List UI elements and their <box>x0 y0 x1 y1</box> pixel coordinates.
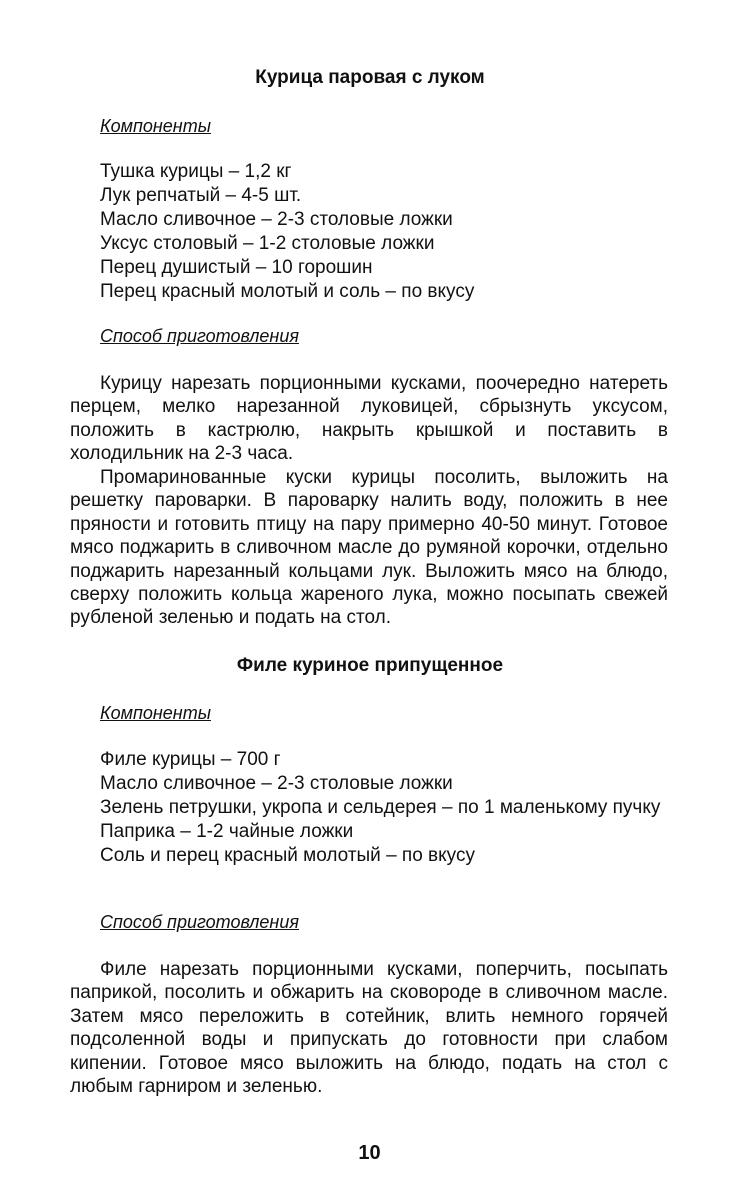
components-heading: Компоненты <box>100 703 211 723</box>
ingredient-item: Лук репчатый – 4-5 шт. <box>100 185 302 206</box>
recipe-title: Филе куриное припущенное <box>236 655 504 676</box>
ingredient-item: Паприка – 1-2 чайные ложки <box>100 821 354 842</box>
method-heading: Способ приготовления <box>100 912 299 932</box>
method-paragraph: Курицу нарезать порционными кусками, поочередно натереть перцем, мелко нарезанной луковицей, сбрызнуть уксусом, положить в кастрюлю, накрыть крышкой и поставить в холодильник на 2-3 часа. <box>70 373 668 465</box>
ingredient-item: Уксус столовый – 1-2 столовые ложки <box>100 233 435 254</box>
components-heading: Компоненты <box>100 116 211 136</box>
recipe-title: Курица паровая с луком <box>255 67 485 88</box>
ingredients-list <box>100 748 670 868</box>
ingredient-item: Перец душистый – 10 горошин <box>100 257 373 278</box>
ingredient-item: Перец красный молотый и соль – по вкусу <box>100 281 475 302</box>
ingredient-item: Тушка курицы – 1,2 кг <box>100 161 292 182</box>
method-heading: Способ приготовления <box>100 326 299 346</box>
ingredient-item: Филе курицы – 700 г <box>100 749 281 770</box>
ingredient-item: Зелень петрушки, укропа и сельдерея – по 1 маленькому пучку <box>100 797 661 818</box>
ingredient-item: Масло сливочное – 2-3 столовые ложки <box>100 209 453 230</box>
page-number: 10 <box>358 1142 381 1164</box>
ingredient-item: Соль и перец красный молотый – по вкусу <box>100 845 475 866</box>
ingredient-item: Масло сливочное – 2-3 столовые ложки <box>100 773 453 794</box>
method-paragraph: Промаринованные куски курицы посолить, выложить на решетку пароварки. В пароварку налить воду, положить в нее пряности и готовить птицу на пару примерно 40-50 минут. Готовое мясо поджарить в сливочном масле до румяной корочки, отдельно поджарить нарезанный кольцами лук. Выложить мясо на блюдо, сверху положить кольца жареного лука, можно посыпать свежей рубленой зеленью и подать на стол. <box>70 467 668 629</box>
method-paragraph: Филе нарезать порционными кусками, поперчить, посыпать паприкой, посолить и обжарить на сковороде в сливочном масле. Затем мясо переложить в сотейник, влить немного горячей подсоленной воды и припускать до готовности при слабом кипении. Готовое мясо выложить на блюдо, подать на стол с любым гарниром и зеленью. <box>70 959 668 1098</box>
ingredients-list <box>100 160 670 304</box>
